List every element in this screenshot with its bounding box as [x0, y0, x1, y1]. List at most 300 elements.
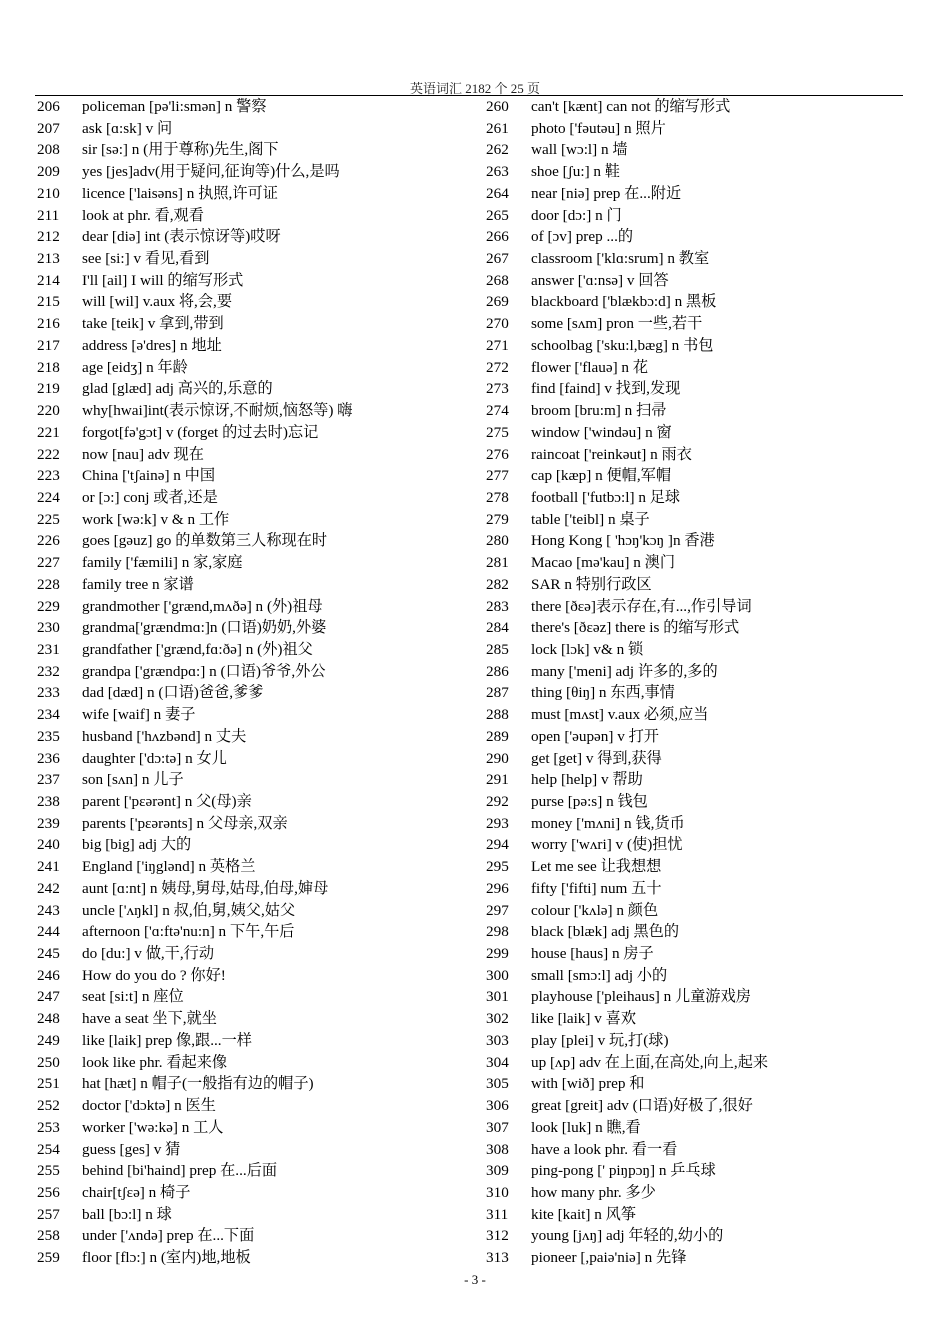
- entry-number: 243: [37, 901, 60, 919]
- entry-text: yes [jes]adv(用于疑问,征询等)什么,是吗: [82, 163, 340, 181]
- vocab-row: [486, 639, 926, 661]
- entry-number: 281: [486, 554, 509, 572]
- entry-text: have a seat 坐下,就坐: [82, 1010, 217, 1028]
- entry-number: 224: [37, 488, 60, 506]
- vocab-row: [37, 661, 477, 683]
- entry-text: sir [sə:] n (用于尊称)先生,阁下: [82, 141, 279, 159]
- vocab-row: [37, 1204, 477, 1226]
- entry-number: 228: [37, 575, 60, 593]
- entry-number: 215: [37, 293, 60, 311]
- vocab-row: [486, 900, 926, 922]
- entry-text: uncle ['ʌŋkl] n 叔,伯,舅,姨父,姑父: [82, 901, 296, 919]
- entry-number: 283: [486, 597, 509, 615]
- page-header: 英语词汇 2182 个 25 页: [409, 81, 540, 96]
- vocab-row: [37, 878, 477, 900]
- entry-text: take [teik] v 拿到,带到: [82, 315, 224, 333]
- vocab-row: [37, 1117, 477, 1139]
- entry-text: with [wið] prep 和: [531, 1075, 645, 1093]
- entry-number: 292: [486, 793, 509, 810]
- entry-text: near [niə] prep 在...附近: [531, 184, 682, 202]
- vocab-row: [37, 400, 477, 422]
- vocab-row: [37, 183, 477, 205]
- vocab-row: [37, 118, 477, 140]
- vocab-row: [37, 378, 477, 400]
- vocab-row: [486, 965, 926, 987]
- entry-text: Let me see 让我想想: [531, 858, 662, 876]
- entry-number: 270: [486, 315, 509, 333]
- entry-text: family ['fæmili] n 家,家庭: [82, 554, 243, 572]
- entry-text: Macao [mə'kau] n 澳门: [531, 554, 676, 572]
- entry-number: 309: [486, 1162, 509, 1180]
- vocab-row: [37, 422, 477, 444]
- entry-number: 307: [486, 1118, 509, 1136]
- entry-text: door [dɔ:] n 门: [531, 206, 622, 224]
- entry-text: son [sʌn] n 儿子: [82, 771, 184, 789]
- entry-number: 220: [37, 402, 60, 420]
- entry-text: purse [pə:s] n 钱包: [531, 793, 648, 810]
- entry-text: parents ['pεərənts] n 父母亲,双亲: [82, 814, 288, 832]
- entry-text: lock [lɔk] v& n 锁: [531, 640, 644, 658]
- vocab-row: [486, 487, 926, 509]
- entry-number: 244: [37, 923, 60, 941]
- entry-text: licence ['laisəns] n 执照,许可证: [82, 184, 278, 202]
- entry-text: pioneer [,paiə'niə] n 先锋: [531, 1249, 687, 1267]
- vocab-row: [37, 248, 477, 270]
- entry-number: 242: [37, 879, 60, 897]
- vocab-row: [486, 1182, 926, 1204]
- vocab-row: [37, 1225, 477, 1247]
- entry-text: look at phr. 看,观看: [82, 206, 204, 224]
- vocab-row: [486, 791, 926, 813]
- entry-text: wall [wɔ:l] n 墙: [531, 141, 628, 159]
- vocab-row: [37, 921, 477, 943]
- entry-number: 238: [37, 793, 60, 810]
- entry-number: 240: [37, 836, 60, 854]
- vocab-row: [37, 1052, 477, 1074]
- entry-text: help [help] v 帮助: [531, 771, 643, 789]
- entry-text: thing [θiŋ] n 东西,事情: [531, 684, 675, 702]
- vocab-row: [37, 1139, 477, 1161]
- entry-text: guess [ges] v 猜: [82, 1140, 181, 1158]
- entry-number: 277: [486, 467, 509, 485]
- entry-text: there's [ðεəz] there is 的缩写形式: [531, 619, 740, 637]
- entry-number: 237: [37, 771, 60, 789]
- entry-number: 263: [486, 163, 509, 181]
- entry-number: 269: [486, 293, 509, 311]
- vocab-row: [486, 1095, 926, 1117]
- vocab-row: [37, 313, 477, 335]
- entry-number: 290: [486, 749, 509, 767]
- vocab-row: [37, 1030, 477, 1052]
- vocab-row: [486, 704, 926, 726]
- vocab-row: [37, 1182, 477, 1204]
- entry-text: grandfather ['grænd,fɑ:ðə] n (外)祖父: [82, 640, 313, 658]
- vocab-row: [486, 400, 926, 422]
- vocab-row: [486, 1139, 926, 1161]
- entry-text: seat [si:t] n 座位: [82, 988, 184, 1006]
- entry-text: have a look phr. 看一看: [531, 1140, 678, 1158]
- entry-text: wife [waif] n 妻子: [82, 706, 196, 724]
- entry-number: 246: [37, 966, 60, 984]
- vocab-row: [486, 509, 926, 531]
- entry-text: will [wil] v.aux 将,会,要: [82, 293, 233, 311]
- entry-number: 282: [486, 575, 509, 593]
- entry-number: 272: [486, 358, 509, 376]
- entry-number: 208: [37, 141, 60, 159]
- entry-text: SAR n 特别行政区: [531, 575, 652, 593]
- entry-text: glad [glæd] adj 高兴的,乐意的: [82, 380, 273, 398]
- vocab-row: [37, 748, 477, 770]
- entry-text: family tree n 家谱: [82, 575, 194, 593]
- vocab-row: [486, 444, 926, 466]
- entry-number: 288: [486, 706, 509, 724]
- vocab-row: [486, 596, 926, 618]
- entry-text: cap [kæp] n 便帽,军帽: [531, 467, 672, 485]
- entry-text: can't [kænt] can not 的缩写形式: [531, 98, 731, 115]
- entry-number: 232: [37, 662, 60, 680]
- entry-number: 264: [486, 184, 509, 202]
- entry-number: 286: [486, 662, 509, 680]
- entry-text: England ['iŋglənd] n 英格兰: [82, 858, 256, 876]
- vocab-row: [37, 205, 477, 227]
- entry-number: 274: [486, 402, 509, 420]
- entry-number: 275: [486, 423, 509, 441]
- vocab-row: [37, 552, 477, 574]
- entry-number: 206: [37, 98, 60, 115]
- vocab-row: [486, 748, 926, 770]
- entry-text: how many phr. 多少: [531, 1183, 656, 1201]
- entry-text: there [ðεə]表示存在,有...,作引导词: [531, 597, 752, 615]
- entry-text: look like phr. 看起来像: [82, 1053, 228, 1071]
- vocab-row: [486, 986, 926, 1008]
- entry-number: 273: [486, 380, 509, 398]
- vocab-row: [37, 639, 477, 661]
- entry-text: broom [bru:m] n 扫帚: [531, 402, 667, 420]
- entry-text: classroom ['klɑ:srum] n 教室: [531, 250, 710, 268]
- entry-text: I'll [ail] I will 的缩写形式: [82, 271, 244, 289]
- vocab-row: [37, 1160, 477, 1182]
- entry-text: some [sʌm] pron 一些,若干: [531, 315, 703, 333]
- entry-number: 230: [37, 619, 60, 637]
- vocab-row: [37, 965, 477, 987]
- entry-text: work [wə:k] v & n 工作: [82, 510, 230, 528]
- entry-number: 225: [37, 510, 60, 528]
- entry-text: of [ɔv] prep ...的: [531, 228, 634, 246]
- entry-number: 254: [37, 1140, 60, 1158]
- entry-text: now [nau] adv 现在: [82, 445, 204, 463]
- entry-number: 296: [486, 879, 509, 897]
- entry-text: like [laik] prep 像,跟...一样: [82, 1031, 252, 1049]
- entry-text: behind [bi'haind] prep 在...后面: [82, 1162, 278, 1180]
- entry-number: 266: [486, 228, 509, 246]
- right-column: [486, 96, 926, 1269]
- entry-text: doctor ['dɔktə] n 医生: [82, 1097, 216, 1115]
- entry-text: kite [kait] n 风筝: [531, 1205, 637, 1223]
- entry-number: 276: [486, 445, 509, 463]
- entry-number: 222: [37, 445, 60, 463]
- vocab-row: [486, 205, 926, 227]
- vocab-row: [37, 813, 477, 835]
- vocab-row: [37, 704, 477, 726]
- entry-text: big [big] adj 大的: [82, 836, 192, 854]
- vocab-row: [486, 769, 926, 791]
- vocab-row: [486, 313, 926, 335]
- entry-number: 229: [37, 597, 60, 615]
- entry-text: husband ['hʌzbənd] n 丈夫: [82, 727, 247, 745]
- entry-number: 260: [486, 98, 509, 115]
- entry-number: 302: [486, 1010, 509, 1028]
- entry-text: get [get] v 得到,获得: [531, 749, 662, 767]
- entry-text: grandpa ['grændpɑ:] n (口语)爷爷,外公: [82, 662, 326, 680]
- entry-text: How do you do ? 你好!: [82, 966, 226, 984]
- entry-text: why[hwai]int(表示惊讶,不耐烦,恼怒等) 嗨: [82, 402, 353, 420]
- entry-text: blackboard ['blækbɔ:d] n 黑板: [531, 293, 717, 311]
- entry-text: table ['teibl] n 桌子: [531, 510, 650, 528]
- vocab-row: [486, 183, 926, 205]
- vocab-row: [37, 357, 477, 379]
- vocab-row: [37, 856, 477, 878]
- entry-number: 213: [37, 250, 60, 268]
- entry-text: open ['əupən] v 打开: [531, 727, 659, 745]
- entry-text: worker ['wə:kə] n 工人: [82, 1118, 224, 1136]
- entry-number: 280: [486, 532, 509, 550]
- vocab-row: [37, 335, 477, 357]
- entry-number: 258: [37, 1227, 60, 1245]
- vocab-row: [37, 487, 477, 509]
- entry-number: 289: [486, 727, 509, 745]
- vocab-row: [486, 291, 926, 313]
- vocab-row: [486, 1160, 926, 1182]
- vocab-row: [486, 1073, 926, 1095]
- entry-text: floor [flɔ:] n (室内)地,地板: [82, 1249, 251, 1267]
- entry-number: 209: [37, 163, 60, 181]
- entry-text: see [si:] v 看见,看到: [82, 250, 210, 268]
- entry-text: window ['windəu] n 窗: [531, 423, 672, 441]
- entry-number: 207: [37, 119, 60, 137]
- entry-text: or [ɔ:] conj 或者,还是: [82, 488, 218, 506]
- entry-text: look [luk] n 瞧,看: [531, 1118, 641, 1136]
- vocab-row: [37, 1095, 477, 1117]
- entry-number: 212: [37, 228, 60, 246]
- vocab-row: [486, 248, 926, 270]
- entry-text: address [ə'dres] n 地址: [82, 336, 222, 354]
- vocab-row: [37, 291, 477, 313]
- entry-number: 300: [486, 966, 509, 984]
- entry-text: Hong Kong [ 'hɔŋ'kɔŋ ]n 香港: [531, 532, 715, 550]
- entry-text: fifty ['fifti] num 五十: [531, 879, 662, 897]
- vocab-row: [37, 769, 477, 791]
- entry-text: football ['futbɔ:l] n 足球: [531, 488, 681, 506]
- vocab-row: [486, 139, 926, 161]
- entry-text: daughter ['dɔ:tə] n 女儿: [82, 749, 227, 767]
- vocab-row: [486, 878, 926, 900]
- entry-text: flower ['flauə] n 花: [531, 358, 649, 376]
- entry-number: 298: [486, 923, 509, 941]
- vocab-row: [486, 118, 926, 140]
- entry-number: 294: [486, 836, 509, 854]
- entry-text: ball [bɔ:l] n 球: [82, 1205, 172, 1223]
- vocab-row: [37, 1247, 477, 1269]
- entry-number: 287: [486, 684, 509, 702]
- vocab-row: [37, 465, 477, 487]
- entry-number: 233: [37, 684, 60, 702]
- vocab-row: [486, 96, 926, 118]
- entry-number: 312: [486, 1227, 509, 1245]
- entry-number: 221: [37, 423, 60, 441]
- entry-text: parent ['pεərənt] n 父(母)亲: [82, 793, 252, 810]
- entry-number: 271: [486, 336, 509, 354]
- vocab-row: [486, 856, 926, 878]
- entry-text: age [eidʒ] n 年龄: [82, 358, 188, 376]
- vocab-row: [486, 1204, 926, 1226]
- entry-text: grandmother ['grænd,mʌðə] n (外)祖母: [82, 597, 323, 615]
- entry-text: must [mʌst] v.aux 必须,应当: [531, 706, 709, 724]
- left-column: [37, 96, 477, 1269]
- vocab-row: [486, 661, 926, 683]
- vocab-row: [37, 226, 477, 248]
- vocab-row: [486, 465, 926, 487]
- entry-number: 265: [486, 206, 509, 224]
- vocab-row: [486, 422, 926, 444]
- entry-text: money ['mʌni] n 钱,货币: [531, 814, 685, 832]
- entry-text: chair[tʃεə] n 椅子: [82, 1183, 191, 1201]
- entry-number: 279: [486, 510, 509, 528]
- vocab-row: [37, 139, 477, 161]
- entry-number: 301: [486, 988, 509, 1006]
- entry-number: 291: [486, 771, 509, 789]
- vocab-row: [37, 726, 477, 748]
- entry-number: 250: [37, 1053, 60, 1071]
- entry-number: 217: [37, 336, 60, 354]
- entry-text: like [laik] v 喜欢: [531, 1010, 637, 1028]
- vocab-row: [486, 1225, 926, 1247]
- entry-number: 311: [486, 1205, 509, 1223]
- entry-number: 223: [37, 467, 60, 485]
- entry-number: 308: [486, 1140, 509, 1158]
- entry-number: 239: [37, 814, 60, 832]
- entry-text: great [greit] adv (口语)好极了,很好: [531, 1097, 753, 1115]
- entry-text: colour ['kʌlə] n 颜色: [531, 901, 659, 919]
- entry-text: answer ['ɑ:nsə] v 回答: [531, 271, 669, 289]
- vocab-row: [486, 617, 926, 639]
- entry-number: 310: [486, 1183, 509, 1201]
- vocab-row: [37, 574, 477, 596]
- vocab-row: [486, 530, 926, 552]
- vocab-row: [486, 1008, 926, 1030]
- entry-number: 231: [37, 640, 60, 658]
- entry-number: 241: [37, 858, 60, 876]
- entry-number: 211: [37, 206, 60, 224]
- entry-number: 252: [37, 1097, 60, 1115]
- entry-text: aunt [ɑ:nt] n 姨母,舅母,姑母,伯母,婶母: [82, 879, 329, 897]
- vocab-row: [486, 943, 926, 965]
- entry-number: 248: [37, 1010, 60, 1028]
- entry-number: 295: [486, 858, 509, 876]
- vocab-row: [37, 943, 477, 965]
- entry-number: 297: [486, 901, 509, 919]
- vocab-row: [37, 834, 477, 856]
- vocab-row: [486, 552, 926, 574]
- entry-number: 262: [486, 141, 509, 159]
- entry-text: do [du:] v 做,干,行动: [82, 945, 215, 963]
- entry-text: black [blæk] adj 黑色的: [531, 923, 680, 941]
- entry-text: afternoon ['ɑ:ftə'nu:n] n 下午,午后: [82, 923, 295, 941]
- vocab-row: [486, 921, 926, 943]
- entry-number: 306: [486, 1097, 509, 1115]
- vocab-row: [486, 813, 926, 835]
- entry-number: 226: [37, 532, 60, 550]
- entry-number: 304: [486, 1053, 509, 1071]
- entry-number: 255: [37, 1162, 60, 1180]
- entry-text: under ['ʌndə] prep 在...下面: [82, 1227, 255, 1245]
- vocab-row: [486, 378, 926, 400]
- entry-number: 313: [486, 1249, 509, 1267]
- entry-text: forgot[fə'gɔt] v (forget 的过去时)忘记: [82, 423, 319, 441]
- entry-number: 267: [486, 250, 509, 268]
- entry-text: policeman [pə'li:smən] n 警察: [82, 98, 267, 115]
- entry-text: photo ['fəutəu] n 照片: [531, 119, 666, 137]
- entry-text: dad [dæd] n (口语)爸爸,爹爹: [82, 684, 264, 702]
- vocab-row: [37, 161, 477, 183]
- vocab-row: [37, 270, 477, 292]
- entry-number: 236: [37, 749, 60, 767]
- vocab-row: [37, 96, 477, 118]
- entry-text: up [ʌp] adv 在上面,在高处,向上,起来: [531, 1053, 769, 1071]
- entry-text: worry ['wʌri] v (使)担忧: [531, 836, 683, 854]
- entry-number: 210: [37, 184, 60, 202]
- vocab-row: [486, 1030, 926, 1052]
- entry-text: young [jʌŋ] adj 年轻的,幼小的: [531, 1227, 724, 1245]
- entry-text: small [smɔ:l] adj 小的: [531, 966, 668, 984]
- entry-text: schoolbag ['sku:l,bæg] n 书包: [531, 336, 714, 354]
- entry-number: 293: [486, 814, 509, 832]
- entry-number: 299: [486, 945, 509, 963]
- entry-number: 219: [37, 380, 60, 398]
- entry-number: 235: [37, 727, 60, 745]
- entry-number: 257: [37, 1205, 60, 1223]
- vocab-row: [37, 530, 477, 552]
- entry-text: hat [hæt] n 帽子(一般指有边的帽子): [82, 1075, 314, 1093]
- vocab-row: [486, 1052, 926, 1074]
- entry-number: 259: [37, 1249, 60, 1267]
- entry-text: ask [ɑ:sk] v 问: [82, 119, 173, 137]
- entry-number: 227: [37, 554, 60, 572]
- entry-text: playhouse ['pleihaus] n 儿童游戏房: [531, 988, 751, 1006]
- vocab-row: [37, 682, 477, 704]
- entry-number: 234: [37, 706, 60, 724]
- entry-number: 261: [486, 119, 509, 137]
- entry-number: 253: [37, 1118, 60, 1136]
- vocab-row: [486, 357, 926, 379]
- vocab-row: [37, 1008, 477, 1030]
- entry-number: 214: [37, 271, 60, 289]
- vocab-row: [37, 596, 477, 618]
- entry-text: dear [diə] int (表示惊讶等)哎呀: [82, 228, 281, 246]
- entry-text: play [plei] v 玩,打(球): [531, 1031, 669, 1049]
- entry-number: 251: [37, 1075, 60, 1093]
- vocab-row: [37, 509, 477, 531]
- vocab-row: [37, 900, 477, 922]
- page-number: - 3 -: [464, 1272, 486, 1287]
- entry-number: 285: [486, 640, 509, 658]
- entry-text: China ['tʃainə] n 中国: [82, 467, 216, 485]
- entry-number: 278: [486, 488, 509, 506]
- entry-text: goes [gəuz] go 的单数第三人称现在时: [82, 532, 328, 550]
- entry-text: find [faind] v 找到,发现: [531, 380, 681, 398]
- vocab-row: [486, 270, 926, 292]
- entry-number: 247: [37, 988, 60, 1006]
- vocab-row: [37, 791, 477, 813]
